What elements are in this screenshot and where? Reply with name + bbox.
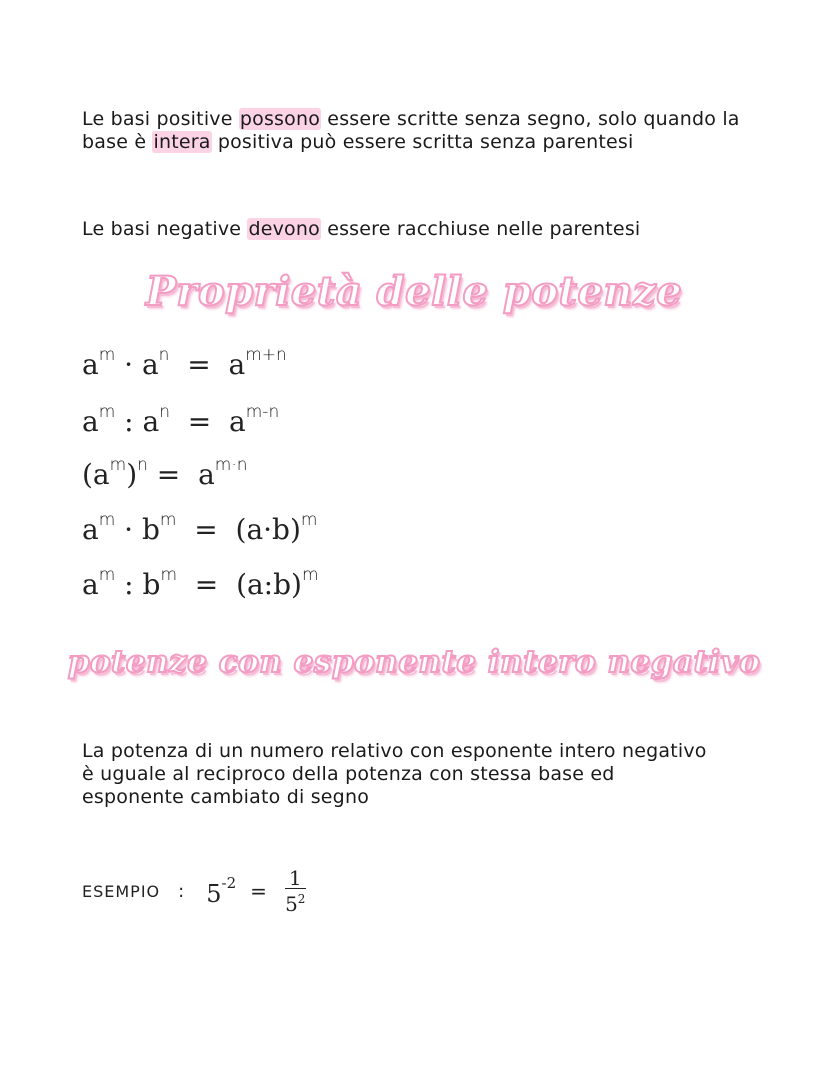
- section-title-properties: Proprietà delle potenze: [145, 268, 683, 315]
- formula-quotient-same-base: $a^m$ : $a^n = a^{m-n}$: [82, 402, 280, 438]
- example-label: ESEMPIO: [82, 881, 161, 901]
- example-equals: =: [250, 879, 267, 903]
- formula-product-same-base: $a^m \cdot a^n = a^{m+n}$: [82, 345, 287, 381]
- intro-text: positiva può essere scritta senza parentesi: [211, 131, 634, 153]
- highlight-devono: devono: [248, 218, 320, 240]
- fraction-denominator: $5^2$: [285, 892, 306, 916]
- intro-text: essere scritte senza segno, solo quando la base è: [82, 108, 740, 153]
- highlight-intera: intera: [153, 131, 211, 153]
- fraction-numerator: 1: [285, 868, 306, 889]
- formula-product-same-exponent: $a^m \cdot b^m = (a\cdot b)^m$: [82, 510, 318, 546]
- intro-positive-bases: [82, 108, 762, 154]
- example-power: $5^{-2}$: [206, 874, 237, 908]
- example-fraction: [285, 868, 306, 914]
- intro-text: essere racchiuse nelle parentesi: [320, 218, 641, 240]
- formula-power-of-power: $(a^m)^n = a^{m\cdot n}$: [82, 455, 248, 491]
- definition-paragraph: La potenza di un numero relativo con esponente intero negativo è uguale al reciproco della potenza con stessa base ed esponente cambiato di segno: [82, 740, 707, 808]
- highlight-possono: possono: [239, 108, 321, 130]
- intro-text: Le basi negative: [82, 218, 248, 240]
- example-row: [82, 868, 306, 914]
- section-title-negative-exponent: potenze con esponente intero negativo: [67, 644, 761, 680]
- intro-negative-bases: [82, 218, 762, 241]
- example-colon: :: [178, 880, 185, 902]
- intro-text: Le basi positive: [82, 108, 239, 130]
- formula-quotient-same-exponent: $a^m$ : $b^m$ = (a:b)$^m$: [82, 565, 319, 601]
